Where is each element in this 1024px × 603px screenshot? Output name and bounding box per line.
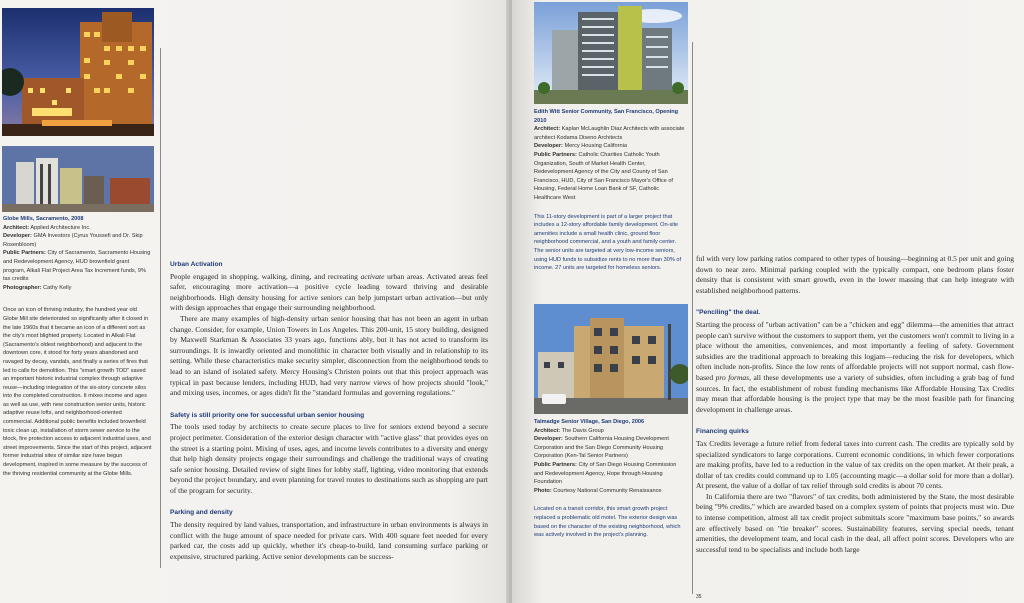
caption-body: Once an icon of thriving industry, the hundred year old Globe Mill site deteriorated so significantly after it closed in the late 1960s that it became an icon of a different sort as the city's most blighted property. Located in Alkali Flat (Sacramento's oldest neighborhood) and adjacent to the downtown core, it stood for forty years abandoned and ravaged by decay, vandals, and finally a series of fires that led to calls for demolition. This "smart growth TOD" saved an important historic industrial complex through adaptive reuse—including integration of the six-story concrete silos into the completed construction. It mixes income and ages as well as use, with new construction senior units, historic adaptive reuse lofts, and neighborhood-oriented commercial. Additional public benefits included brownfield toxic clean up, installation of storm sewer service to the block, fire protection access to adjacent industrial uses, and street improvements. Since the start of this project, adjacent former industrial sites of similar size have begun development, inspired in some measure by the success of the thriving residential community at the Globe Mills. [3, 307, 152, 477]
caption-partners-label: Public Partners: [3, 250, 46, 257]
left-main-column [170, 254, 488, 562]
caption-title: Globe Mills, Sacramento, 2008 [3, 216, 84, 222]
caption-title: Edith Witt Senior Community, San Francisco, Opening 2010 [534, 109, 679, 124]
financing-p2: In California there are two "flavors" of tax credits, both administered by the State, the most desirable being "9% credits," which are awarded based on a complex system of points that projects must win. Due to intense competition, almost all tax credit project submittals score "maximum base points," so awards are effectively based on "tie breaker" scores. Sustainability features, serving special needs, tenant amenities, the development team, and local cash in the deal, all affect point scores. Developers who are successful tend to be specialists and include both large [696, 491, 1014, 554]
edith-witt-caption [534, 108, 686, 273]
caption-architect: The Davis Group [561, 427, 604, 434]
globe-mills-caption [3, 215, 153, 478]
right-page [512, 0, 1024, 603]
left-page [0, 0, 510, 603]
caption-body: This 11-story development is part of a larger project that includes a 12-story affordable family development. On-site amenities include a small health clinic, ground floor neighborhood commercial, and a youth and family center. The senior units are targeted at very low-income seniors, using HUD funds to subsidize rents to no more than 30% of income. 27 units are targeted for homeless seniors. [534, 213, 682, 272]
caption-partners: Catholic Charities Catholic Youth Organization, South of Market Health Center, Redevelopment Agency of the City and County of San Francisco, HUD, City of San Francisco Mayor's Office of Housing, Federal Home Loan Bank of SF, Catholic Healthcare West [534, 151, 673, 201]
penciling-p1: Starting the process of "urban activation" can be a "chicken and egg" dilemma—the amenities that attract people can't survive without the customers to support them, yet the customers won't commit to living in a place without the amenities, conveniences, and most importantly a feeling of safety. Government subsidies are the traditional approach to breaking this logjam—reducing the risk for developers, which often include non-profits. Since the low rents of affordable projects will not support normal, cash flow-based pro formas, all these developments use a variety of subsidies, often including a grab bag of fund sources. In fact, the establishment of robust funding mechanisms like Affordable Housing Tax Credits may mean that affordable housing is the project type that may be the most feasible path for financing development in challenge areas. [696, 319, 1014, 414]
parking-p1: The density required by land values, transportation, and infrastructure in urban environments is always in conflict with the huge amount of space needed for private cars. With 400 square feet needed for every parked car, the costs add up quickly, whether it's cheap-to-build, land consuming surface parking or expensive, structured parking. Active senior developments can be success- [170, 520, 488, 561]
caption-partners: City of Sacramento, Sacramento Housing and Redevelopment Agency, HUD brownfield grant program, Alkali Flat Project Area Tax Increment funds, 9% tax credits [3, 250, 151, 283]
urban-activation-p1: People engaged in shopping, walking, dining, and recreating activate urban areas. Activated areas feel safer, encouraging more activation—a positive cycle leading toward thriving and desirable neighborhoods. High density housing for active seniors can help jumpstart urban activation—but only with design approaches that engage their surrounding neighborhood. [170, 271, 488, 313]
caption-developer: Southern California Housing Development Corporation and the San Diego Community Housing Corporation (Ken-Tal Senior Partners) [534, 436, 669, 460]
caption-architect: Applied Architecture Inc. [30, 224, 91, 231]
caption-developer-label: Developer: [3, 233, 32, 240]
caption-photographer-label: Photographer: [3, 284, 42, 291]
talmadge-photo [534, 304, 688, 414]
right-column-rule [692, 42, 693, 594]
caption-partners-label: Public Partners: [534, 151, 577, 158]
caption-architect-label: Architect: [534, 427, 561, 434]
caption-architect-label: Architect: [534, 126, 561, 133]
edith-witt-rendering [534, 2, 688, 104]
caption-title: Talmadge Senior Village, San Diego, 2006 [534, 419, 645, 425]
caption-architect: Kaplan McLaughlin Diaz Architects with associate architect Kodama Diseno Architects [534, 126, 685, 141]
talmadge-caption [534, 418, 686, 540]
urban-activation-p2: There are many examples of high-density urban senior housing that has not been an agent in urban change. Consider, for example, Union Towers in Los Angeles. This 200-unit, 15 story building, designed by Maxwell Starkman & Associates 33 years ago, functions ably, but it has not acted to transform its surroundings. It is inwardly oriented and monolithic in character both visually and in relationship to its setting. While these characteristics make security simpler, disconnection from the neighborhood tends to lead to an island of isolated safety. Mercy Housing's Christen points out that this project approach was typical in past because lenders, including HUD, had very narrow views of how projects should "look," and mixing uses, incomes, or ages didn't fit the "standard formulas and governing regulations." [170, 313, 488, 398]
caption-developer: GMA Investors (Cyrus Youssefi and Dr. Skip Rosenbloom) [3, 233, 143, 248]
caption-developer-label: Developer: [534, 436, 563, 443]
heading-financing: Financing quirks [696, 428, 749, 436]
globe-mills-night-photo [2, 8, 154, 136]
financing-p1: Tax Credits leverage a future relief from federal taxes into current cash. The credits are typically sold by specialized syndicators to large corporations. Current economic conditions, in which fewer corporations are making profits, have led to a reduction in the value of tax credits on the open market. At their peak, a dollar of tax credits could command up to 1.05 (accounting magic—a dollar sold for more than a dollar). At present, the value of a dollar of tax relief through sold credits is about 70 cents. [696, 438, 1014, 491]
caption-partners: City of San Diego Housing Commission and Redevelopment Agency, Hope through Housing Foundation [534, 461, 677, 486]
caption-photo-credit: Courtesy National Community Renaissance [553, 487, 662, 494]
globe-mills-silos-photo [2, 146, 154, 212]
heading-urban-activation: Urban Activation [170, 261, 223, 268]
heading-parking: Parking and density [170, 509, 233, 517]
caption-architect-label: Architect: [3, 224, 30, 231]
heading-penciling: "Penciling" the deal. [696, 309, 761, 317]
caption-photo-label: Photo: [534, 487, 552, 494]
caption-body: Located on a transit corridor, this smart growth project replaced a problematic old motel. The exterior design was based on the character of the existing neighborhood, which was actively involved in the project's planning. [534, 506, 681, 539]
page-number: 35 [696, 594, 702, 600]
caption-developer-label: Developer: [534, 143, 563, 150]
right-main-column [696, 254, 1014, 555]
parking-continued: ful with very low parking ratios compared to other types of housing—beginning at 0.5 per unit and going down to near zero. Minimal parking coupled with the typically compact, one bedroom plans foster density that is consistent with smart growth, even in the lower massing that can help integrate with established neighborhood patterns. [696, 254, 1014, 295]
left-column-rule [160, 48, 161, 568]
safety-p1: The tools used today by architects to create secure places to live for seniors extend beyond a secure project perimeter. Consideration of the exterior design character with "active glass" that provides eyes on the street is a starting point. Mixing of uses, ages, and income levels contributes to a diversity and energy that help high density projects engage their surroundings and challenge the traditional ways of creating safe senior housing. Detailed review of sight lines for lobby staff, lighting, video monitoring that extends beyond the project boundary, and even planning for travel routes to destinations such as shopping are part of the program for security. [170, 422, 488, 495]
caption-photographer: Cathy Kelly [43, 284, 72, 291]
caption-partners-label: Public Partners: [534, 461, 577, 468]
heading-safety: Safety is still priority one for successful urban senior housing [170, 411, 365, 419]
caption-developer: Mercy Housing California [564, 143, 627, 150]
